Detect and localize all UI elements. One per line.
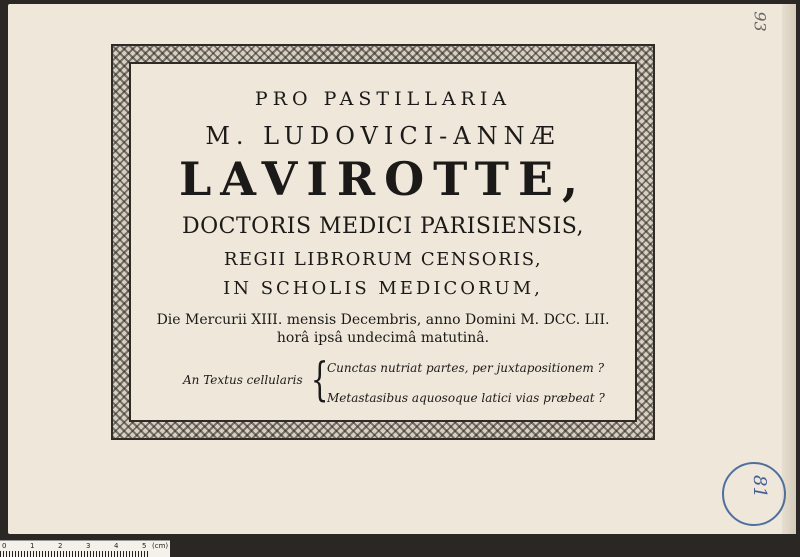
question-label: An Textus cellularis	[183, 373, 303, 387]
title-line-6: IN SCHOLIS MEDICORUM,	[223, 278, 543, 299]
ruler-mark: 2	[58, 542, 63, 550]
question-option-1: Cunctas nutriat partes, per juxtapositionem ?	[327, 361, 605, 375]
ruler-mark: 5	[142, 542, 147, 550]
ruler-mark: 1	[30, 542, 35, 550]
question-option-2: Metastasibus aquosoque latici vias præbeat ?	[327, 391, 605, 405]
title-line-1: PRO PASTILLARIA	[254, 88, 512, 110]
ruler-ticks	[0, 551, 150, 557]
title-line-5: REGII LIBRORUM CENSORIS,	[223, 249, 543, 270]
title-line-2: M. LUDOVICI-ANNÆ	[205, 122, 561, 150]
folio-number: 93	[750, 11, 770, 32]
page-edge	[782, 4, 796, 534]
ruler-mark: 4	[114, 542, 119, 550]
ruler-mark: 3	[86, 542, 91, 550]
scale-ruler	[0, 540, 170, 557]
stamp-number: 81	[748, 475, 770, 498]
ornamental-border	[111, 44, 655, 440]
title-area	[129, 62, 637, 422]
date-line: Die Mercurii XIII. mensis Decembris, anno Domini M. DCC. LII.	[156, 312, 610, 328]
brace-icon: {	[310, 352, 329, 406]
title-line-4: DOCTORIS MEDICI PARISIENSIS,	[181, 214, 584, 239]
author-name: LAVIROTTE,	[178, 152, 588, 206]
ruler-mark: 0	[2, 542, 7, 550]
time-line: horâ ipsâ undecimâ matutinâ.	[276, 330, 490, 346]
ruler-unit: (cm)	[152, 542, 169, 550]
